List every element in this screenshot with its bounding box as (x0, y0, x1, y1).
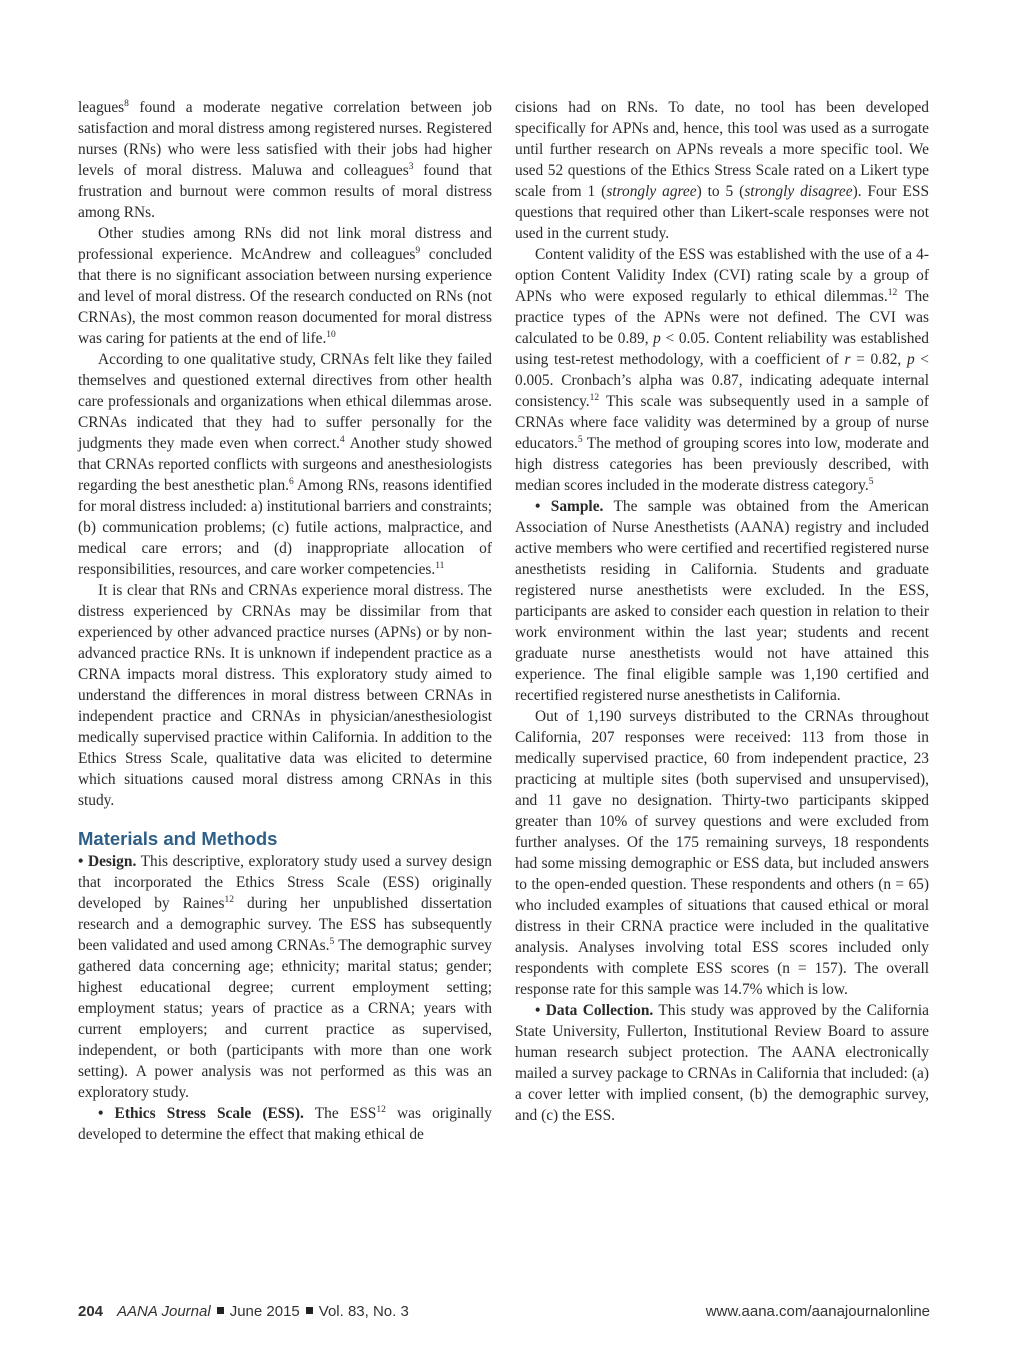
paragraph (78, 349, 492, 580)
text: < 0.005. Cronbach’s alpha was 0.87, indicating adequate internal consistency. (515, 351, 929, 410)
paragraph (515, 97, 929, 244)
text: leagues (78, 99, 125, 116)
emphasis: strongly agree (606, 183, 697, 200)
text: cisions had on RNs. To date, no tool has been developed specifically for APNs and, hence, this tool was used as a surrogate until further research on APNs reveals a more specific tool. We used 52 questions of the Ethics Stress Scale rated on a Likert type scale from 1 ( (515, 99, 929, 200)
section-heading: Materials and Methods (78, 828, 278, 849)
citation-ref: 3 (408, 162, 414, 172)
citation-ref: 5 (329, 937, 335, 947)
citation-ref: 12 (376, 1105, 386, 1115)
paragraph (78, 97, 492, 223)
citation-ref: 5 (577, 435, 583, 445)
run-in-heading: • Ethics Stress Scale (ESS). (98, 1105, 304, 1122)
text: during her unpublished dissertation research and a demographic survey. The ESS has subsequently been validated and used among CRNAs. (78, 895, 492, 954)
text: According to one qualitative study, CRNAs felt like they failed themselves and questioned external directives from other health care professionals and organizations when ethical dilemmas arose. CRNAs indicated that they had to suffer personally for the judgments they made even when correct. (78, 351, 492, 452)
text: was originally developed to determine the effect that making ethical de (78, 1105, 492, 1143)
citation-ref: 9 (415, 246, 421, 256)
paragraph (78, 851, 492, 1103)
paragraph (515, 244, 929, 496)
journal-url: www.aana.com/aanajournalonline (705, 1303, 930, 1320)
page-footer (78, 1303, 930, 1325)
citation-ref: 12 (224, 895, 235, 905)
right-column (515, 97, 929, 1126)
left-column (78, 97, 492, 1145)
text: found that frustration and burnout were common results of moral distress among RNs. (78, 162, 492, 221)
paragraph: Out of 1,190 surveys distributed to the CRNAs throughout California, 207 responses were received: 113 from those in medically supervised practice, 60 from independent practice, 23 practicing at multiple sites (both supervised and unsupervised), and 11 gave no designation. Thirty-two participants skipped greater than 10% of survey questions and were excluded from further analyses. Of the 175 remaining surveys, 18 respondents had some missing demographic or ESS data, but included answers to the open-ended question. These respondents and others (n = 65) who included examples of situations that caused ethical or moral distress in their CRNA practice were included in the qualitative analysis. Analyses involving total ESS scores included only respondents with complete ESS scores (n = 157). The overall response rate for this sample was 14.7% which is low. (515, 708, 929, 998)
text: Other studies among RNs did not link moral distress and professional experience. McAndrew and colleagues (78, 225, 492, 263)
text: The practice types of the APNs were not defined. The CVI was calculated to be 0.89, (515, 288, 930, 347)
citation-ref: 6 (289, 477, 294, 487)
text: ). Four ESS questions that required other than Likert-scale responses were not used in the current study. (515, 183, 929, 242)
paragraph (515, 1000, 929, 1126)
text: found a moderate negative correlation between job satisfaction and moral distress among registered nurses. Registered nurses (RNs) who were less satisfied with their jobs had higher levels of moral distress. Maluwa and colleagues (78, 99, 492, 179)
journal-name: AANA Journal (117, 1303, 211, 1320)
text: This descriptive, exploratory study used a survey design that incorporated the Ethics Stress Scale (ESS) originally developed by Raines (78, 853, 492, 912)
text: concluded that there is no significant association between nursing experience and level of moral distress. Of the research conducted on RNs (not CRNAs), the most common reason documented for moral distress was caring for patients at the end of life. (78, 246, 493, 347)
text: The sample was obtained from the American Association of Nurse Anesthetists (AANA) registry and included active members who were certified and recertified registered nurse anesthetists residing in California. Students and graduate registered nurse anesthetists were excluded. In the ESS, participants are asked to consider each question in relation to their work environment within the last year; students and recent graduate nurse anesthetists would not have attained this experience. The final eligible sample was 1,190 certified and recertified registered nurse anesthetists in California. (515, 498, 929, 704)
paragraph: It is clear that RNs and CRNAs experience moral distress. The distress experienced by CRNAs may be dissimilar from that experienced by other advanced practice nurses (APNs) or by non-advanced practice RNs. It is unknown if independent practice as a CRNA impacts moral distress. This exploratory study aimed to understand the differences in moral distress between CRNAs in independent practice and CRNAs in physician/anesthesiologist medically supervised practice within California. In addition to the Ethics Stress Scale, qualitative data was elicited to determine which situations caused moral distress among CRNAs in this study. (78, 582, 492, 809)
citation-ref: 11 (435, 561, 445, 571)
text: Among RNs, reasons identified for moral distress included: a) institutional barriers and constraints; (b) communication problems; (c) futile actions, malpractice, and medical care errors; and (d) inappropriate allocation of responsibilities, resources, and care worker competencies. (78, 477, 492, 578)
text: Another study showed that CRNAs reported conflicts with surgeons and anesthesiologists regarding the best anesthetic plan. (78, 435, 492, 494)
emphasis: p (906, 351, 915, 368)
citation-ref: 12 (887, 288, 898, 298)
citation-ref: 4 (339, 435, 345, 445)
run-in-heading: • Data Collection. (535, 1002, 654, 1019)
citation-ref: 10 (326, 330, 336, 340)
emphasis: r (844, 351, 851, 368)
page-number: 204 (78, 1303, 104, 1320)
emphasis: p (653, 330, 661, 347)
separator-square-icon (306, 1307, 313, 1314)
citation-ref: 12 (589, 393, 600, 403)
issue-date: June 2015 (229, 1303, 300, 1320)
text: This scale was subsequently used in a sample of CRNAs where face validity was determined by a group of nurse educators. (515, 393, 929, 452)
citation-ref: 5 (868, 477, 874, 487)
text: Content validity of the ESS was established with the use of a 4-option Content Validity Index (CVI) rating scale by a group of APNs who were exposed regularly to ethical dilemmas. (515, 246, 929, 305)
paragraph (78, 1103, 492, 1145)
text: = 0.82, (850, 351, 907, 368)
emphasis: strongly disagree (744, 183, 853, 200)
text: This study was approved by the California State University, Fullerton, Institutional Review Board to assure human research subject protection. The AANA electronically mailed a survey package to CRNAs in California that included: (a) a cover letter with implied consent, (b) the demographic survey, and (c) the ESS. (515, 1002, 929, 1124)
text: The demographic survey gathered data concerning age; ethnicity; marital status; gender; highest educational degree; current employment setting; employment status; years of practice as a CRNA; years with current employers; and current practice as supervised, independent, or both (participants with more than one work setting). A power analysis was not performed as this was an exploratory study. (78, 937, 492, 1101)
run-in-heading: • Design. (78, 853, 137, 870)
text: < 0.05. Content reliability was established using test-retest methodology, with a coefficient of (515, 330, 929, 368)
paragraph (515, 496, 929, 706)
volume-issue: Vol. 83, No. 3 (318, 1303, 409, 1320)
text: ) to 5 ( (696, 183, 745, 200)
text: The ESS (303, 1105, 377, 1122)
separator-square-icon (217, 1307, 224, 1314)
text: The method of grouping scores into low, moderate and high distress categories has been previously described, with median scores included in the moderate distress category. (515, 435, 929, 494)
paragraph (78, 223, 492, 349)
run-in-heading: • Sample. (535, 498, 604, 515)
citation-ref: 8 (124, 99, 129, 109)
